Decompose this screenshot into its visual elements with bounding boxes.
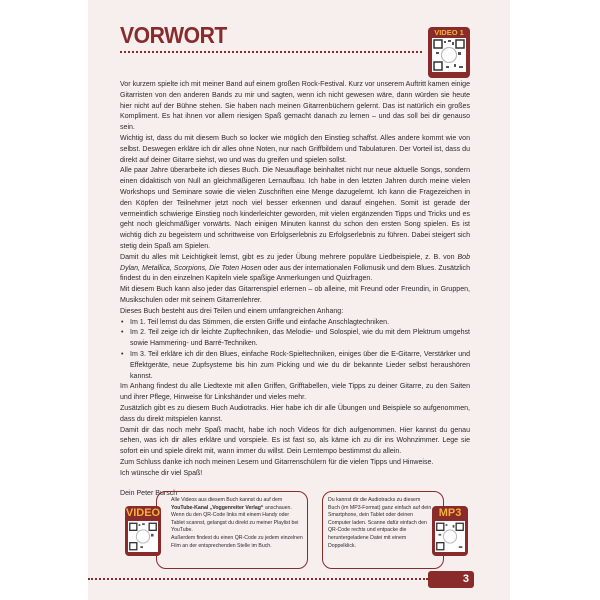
paragraph: Wichtig ist, dass du mit diesem Buch so locker wie möglich den Einstieg schaffst. Alles andere kommt wie von selbst. Deswegen erkläre ich dir alles ohne Noten, nur nach Griffbildern und Tabulaturen. Der Vorteil ist, dass du direkt auf deiner Gitarre siehst, wo und was du greifen und spielen sollst. <box>120 134 470 164</box>
parts-list <box>120 318 470 383</box>
text: Damit du alles mit Leichtigkeit lernst, gibt es zu jeder Übung mehrere populäre Liedbeispiele, z. B. von <box>120 253 458 261</box>
list-item: • Im 1. Teil lernst du das Stimmen, die ersten Griffe und einfache Anschlagtechniken. <box>130 318 470 329</box>
video1-qr-badge[interactable] <box>428 27 470 78</box>
paragraph: Zusätzlich gibt es zu diesem Buch Audiotracks. Hier habe ich dir alle Übungen und Beispiele so aufgenommen, dass du direkt mitspielen kannst. <box>120 404 470 423</box>
page-title: VORWORT <box>120 22 227 48</box>
qr-code-icon <box>432 38 466 72</box>
paragraph: Zum Schluss danke ich noch meinen Lesern und Gitarrenschülern für die vielen Tipps und Hinweise. <box>120 458 434 466</box>
text: Alle Videos aus diesem Buch kannst du auf dem <box>171 497 283 503</box>
paragraph: Damit dir das noch mehr Spaß macht, habe ich noch Videos für dich aufgenommen. Hier kannst du genau sehen, was ich dir alles erkläre und vorspiele. Es ist fast so, als käme ich zu dir ins Wohnzimmer. Lege sie sofort ein und spiele direkt mit, wann immer du willst. Dein Lerntempo bestimmst du allein. <box>120 426 470 456</box>
video-qr-badge[interactable] <box>125 506 161 556</box>
mp3-qr-badge[interactable] <box>432 506 468 556</box>
artist-names: Bob Dylan, Metallica, Scorpions, Die Toten Hosen <box>120 253 470 272</box>
paragraph: Mit diesem Buch kann also jeder das Gitarrenspiel erlernen – ob alleine, mit Freund oder Freundin, in Gruppen, Musikschulen oder mit seinem Gitarrenlehrer. <box>120 286 470 304</box>
qr-code-icon <box>128 521 158 552</box>
video1-label: VIDEO 1 <box>434 28 464 37</box>
paragraph: Ich wünsche dir viel Spaß! <box>120 469 203 477</box>
video-info-text <box>171 497 303 550</box>
mp3-label: MP3 <box>438 507 462 519</box>
text: oder aus der internationalen Folkmusik und dem Blues. Zusätzlich findest du in den einzelnen Kapiteln viele spaßige Anmerkungen und Quizfragen. <box>120 264 470 283</box>
list-item: • Im 3. Teil erkläre ich dir den Blues, einfache Rock-Spieltechniken, einiges über die E-Gitarre, Verstärker und Effektgeräte, neue Zupfsysteme bis hin zum Picking und wie du dir bekannte Lieder selbst heraushören kannst. <box>130 350 470 382</box>
paragraph: Dieses Buch besteht aus drei Teilen und einem umfangreichen Anhang: <box>120 307 344 315</box>
text: anschauen. Wenn du den QR-Code links mit einem Handy oder Tablet scannst, gelangst du direkt zu meiner Playlist bei YouTube. <box>171 504 299 534</box>
paragraph: Im Anhang findest du alle Liedtexte mit allen Griffen, Grifftabellen, viele Tipps zu deiner Gitarre, zu den Saiten und ihrer Pflege, Hinweise für Linkshänder und vieles mehr. <box>120 383 470 402</box>
mp3-info-box <box>322 491 444 569</box>
text: Außerdem findest du einen QR-Code zu jedem einzelnen Film an der entsprechenden Stelle im Buch. <box>171 534 303 549</box>
paragraph: Vor kurzem spielte ich mit meiner Band auf einem großen Rock-Festival. Kurz vor unserem Auftritt kamen einige Gitarristen von den anderen Bands zu mir und sagten, wenn ich nicht gewesen wäre, dann würden sie heute hier nicht auf der Bühne stehen. Sie haben nach meinen Gitarrenbüchern gelernt. Das ist natürlich ein großes Kompliment. Es hat ihnen vor allem riesigen Spaß gemacht danach zu lernen – und das soll bei dir genauso sein. <box>120 81 470 132</box>
foreword-body <box>120 80 470 500</box>
youtube-channel: YouTube-Kanal „Voggenreiter Verlag“ <box>171 504 264 511</box>
video-label: VIDEO <box>125 507 161 519</box>
qr-code-icon <box>435 521 465 552</box>
page-number: 3 <box>428 571 474 588</box>
title-divider <box>120 51 422 53</box>
video-info-box <box>156 491 308 569</box>
footer-divider <box>88 578 428 580</box>
list-item: • Im 2. Teil zeige ich dir leichte Zupftechniken, das Melodie- und Solospiel, wie du mit dem Plektrum umgehst sowie Hammering- und Barré-Techniken. <box>130 328 470 350</box>
paragraph-examples <box>120 253 470 285</box>
paragraph: Alle paar Jahre überarbeite ich dieses Buch. Die Neuauflage beinhaltet nicht nur neue aktuelle Songs, sondern einen didaktisch von Null an gleichmäßigeren Lernaufbau. Ich habe in den letzten Jahren durch meine vielen Workshops und Seminare sowie die vielen Zuschriften eine Menge dazugelernt. Ich kann die Fragezeichen in den Köpfen der Teilnehmer jetzt noch viel besser erkennen und darauf eingehen. Somit ist gerade der vermeintlich schwierige Einstieg noch kinderleichter geworden, mit vielen ergänzenden Tipps und Tricks und es geht noch gleichmäßiger vorwärts. Nach einigen Minuten kannst du schon den ersten Song spielen. Es ist wichtig dich zu begeistern und schrittweise von Erfolgserlebnis zu Erfolgserlebnis zu führen. Dabei steigert sich stetig dein Spaß am Spielen. <box>120 167 470 250</box>
signature: Dein Peter Bursch <box>120 490 178 498</box>
mp3-info-text: Du kannst dir die Audiotracks zu diesem Buch (im MP3-Format) ganz einfach auf dein Smartphone, dein Tablet oder deinen Computer laden. Scanne dafür einfach den QR-Code rechts und entpacke die heruntergeladene Datei mit einem Doppelklick. <box>328 497 432 549</box>
